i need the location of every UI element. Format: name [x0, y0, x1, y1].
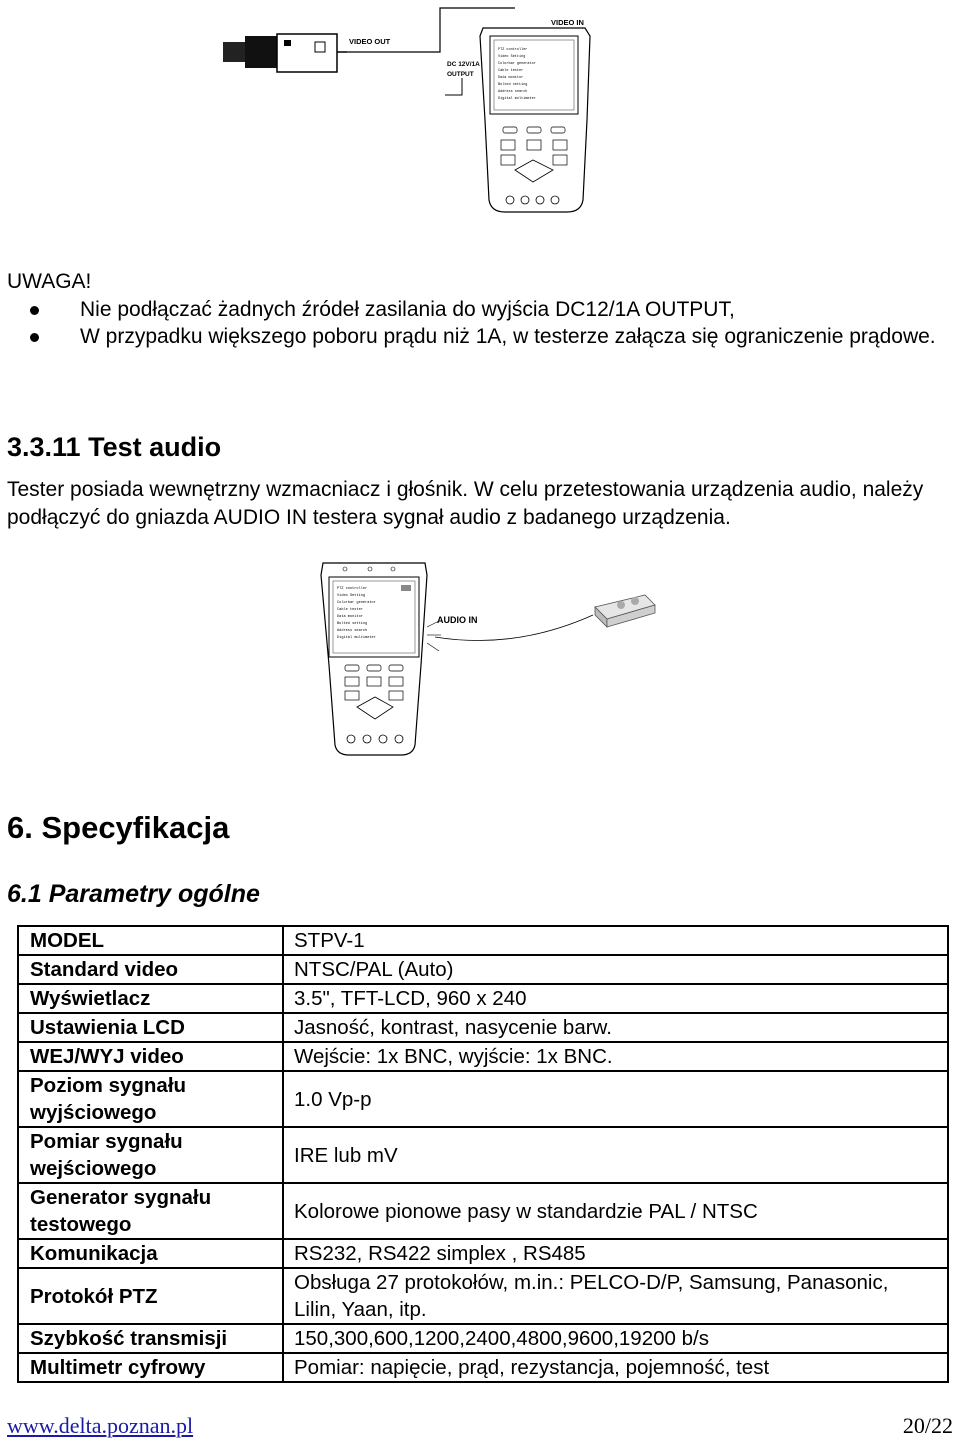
warning-item-text: W przypadku większego poboru prądu niż 1A, w testerze załącza się ograniczenie prądowe.: [80, 325, 936, 348]
table-row: [18, 984, 948, 1013]
svg-text:Colorbar generator: Colorbar generator: [498, 62, 536, 66]
audio-section-paragraph: Tester posiada wewnętrzny wzmacniacz i głośnik. W celu przetestowania urządzenia audio, należy podłączyć do gniazda AUDIO IN testera sygnał audio z badanego urządzenia.: [7, 478, 924, 529]
table-row: [18, 1324, 948, 1353]
svg-text:Video Setting: Video Setting: [337, 594, 366, 598]
spec-key: Generator sygnału testowego: [18, 1183, 283, 1239]
warning-item: [30, 323, 950, 350]
warning-item-text: Nie podłączać żadnych źródeł zasilania do wyjścia DC12/1A OUTPUT,: [80, 298, 735, 321]
svg-text:Digital multimeter: Digital multimeter: [337, 636, 376, 640]
spec-table: [17, 925, 949, 1383]
svg-text:Video Setting: Video Setting: [498, 55, 526, 59]
table-row: [18, 1013, 948, 1042]
page-number: 20/22: [902, 1413, 953, 1438]
spec-key: Protokół PTZ: [18, 1268, 283, 1324]
spec-value: Wejście: 1x BNC, wyjście: 1x BNC.: [283, 1042, 948, 1071]
audio-test-diagram: [315, 555, 660, 760]
spec-key: Komunikacja: [18, 1239, 283, 1268]
table-row: [18, 1268, 948, 1324]
bullet-icon: [30, 333, 39, 342]
spec-value: RS232, RS422 simplex , RS485: [283, 1239, 948, 1268]
spec-key: Pomiar sygnału wejściowego: [18, 1127, 283, 1183]
svg-text:Digital multimeter: Digital multimeter: [498, 97, 536, 101]
spec-value: Pomiar: napięcie, prąd, rezystancja, pojemność, test: [283, 1353, 948, 1382]
camera-illustration: [223, 34, 347, 72]
svg-text:Bolted setting: Bolted setting: [337, 622, 368, 626]
spec-key: MODEL: [18, 926, 283, 955]
spec-subheading: 6.1 Parametry ogólne: [7, 880, 260, 908]
bullet-icon: [30, 306, 39, 315]
table-row: [18, 1071, 948, 1127]
camera-tester-diagram: [215, 0, 615, 220]
table-row: [18, 1183, 948, 1239]
spec-value: 3.5", TFT-LCD, 960 x 240: [283, 984, 948, 1013]
spec-key: Ustawienia LCD: [18, 1013, 283, 1042]
audio-in-label: AUDIO IN: [437, 615, 478, 625]
table-row: [18, 1239, 948, 1268]
spec-value: IRE lub mV: [283, 1127, 948, 1183]
power-label-1: DC 12V/1A: [447, 61, 480, 68]
svg-text:Data monitor: Data monitor: [337, 615, 363, 619]
svg-text:PTZ controller: PTZ controller: [498, 48, 528, 52]
spec-value: NTSC/PAL (Auto): [283, 955, 948, 984]
svg-text:Address search: Address search: [337, 629, 368, 633]
svg-text:Cable tester: Cable tester: [498, 69, 524, 73]
spec-value: Kolorowe pionowe pasy w standardzie PAL / NTSC: [283, 1183, 948, 1239]
table-row: [18, 1127, 948, 1183]
audio-device-illustration: [595, 595, 655, 627]
spec-value: Jasność, kontrast, nasycenie barw.: [283, 1013, 948, 1042]
table-row: [18, 1353, 948, 1382]
power-label-2: OUTPUT: [447, 71, 474, 78]
table-row: [18, 926, 948, 955]
video-in-label: VIDEO IN: [551, 18, 584, 27]
spec-value: Obsługa 27 protokołów, m.in.: PELCO-D/P, Samsung, Panasonic, Lilin, Yaan, itp.: [283, 1268, 948, 1324]
tester-illustration: [321, 563, 427, 755]
video-out-label: VIDEO OUT: [349, 37, 391, 46]
audio-section-heading: 3.3.11 Test audio: [7, 432, 222, 462]
svg-text:Bolted setting: Bolted setting: [498, 83, 528, 87]
svg-text:Address search: Address search: [498, 90, 528, 94]
sound-rays: [427, 621, 441, 651]
spec-key: Multimetr cyfrowy: [18, 1353, 283, 1382]
spec-key: Wyświetlacz: [18, 984, 283, 1013]
svg-text:Cable tester: Cable tester: [337, 608, 363, 612]
tester-illustration: [480, 28, 590, 212]
warning-item: [30, 296, 950, 323]
spec-key: Poziom sygnału wyjściowego: [18, 1071, 283, 1127]
spec-key: Szybkość transmisji: [18, 1324, 283, 1353]
svg-text:Colorbar generator: Colorbar generator: [337, 601, 376, 605]
spec-key: WEJ/WYJ video: [18, 1042, 283, 1071]
spec-value: STPV-1: [283, 926, 948, 955]
svg-text:Data monitor: Data monitor: [498, 76, 524, 80]
warning-list: [30, 296, 950, 350]
warning-title: UWAGA!: [7, 270, 92, 293]
table-row: [18, 955, 948, 984]
spec-key: Standard video: [18, 955, 283, 984]
svg-text:PTZ controller: PTZ controller: [337, 587, 368, 591]
spec-heading: 6. Specyfikacja: [7, 810, 230, 845]
spec-value: 1.0 Vp-p: [283, 1071, 948, 1127]
table-row: [18, 1042, 948, 1071]
website-link[interactable]: www.delta.poznan.pl: [7, 1413, 194, 1438]
spec-value: 150,300,600,1200,2400,4800,9600,19200 b/s: [283, 1324, 948, 1353]
